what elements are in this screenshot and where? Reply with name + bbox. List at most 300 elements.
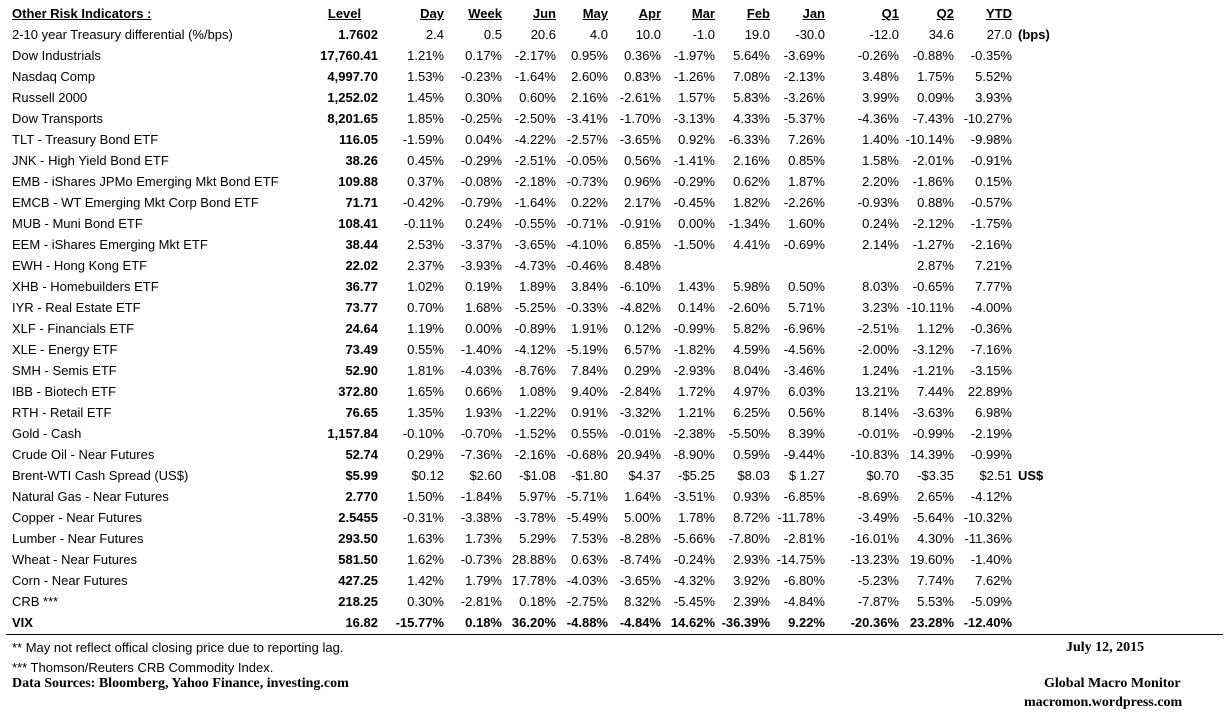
jan-cell: -5.37% (783, 111, 825, 126)
indicator-name: EMB - iShares JPMo Emerging Mkt Bond ETF (12, 174, 279, 189)
level-cell: 1,252.02 (327, 90, 378, 105)
level-cell: 36.77 (345, 279, 378, 294)
indicator-name: EWH - Hong Kong ETF (12, 258, 148, 273)
feb-cell: 4.97% (733, 384, 770, 399)
table-row (12, 192, 1222, 213)
feb-cell: 7.08% (733, 69, 770, 84)
q1-cell: 8.14% (862, 405, 899, 420)
jan-cell: -4.84% (783, 594, 825, 609)
mar-cell (661, 255, 715, 276)
may-cell: 4.0 (589, 27, 608, 42)
feb-cell: -5.50% (728, 426, 770, 441)
ytd-cell: -0.36% (970, 321, 1012, 336)
ytd-cell: -5.09% (970, 594, 1012, 609)
may-cell: -5.19% (566, 342, 608, 357)
ytd-cell: -2.19% (970, 426, 1012, 441)
ytd-cell: -1.40% (970, 552, 1012, 567)
mar-cell: 0.00% (678, 216, 715, 231)
apr-cell: $4.37 (628, 468, 661, 483)
day-cell: 2.4 (425, 27, 444, 42)
day-cell: -0.11% (403, 216, 444, 231)
table-row (12, 45, 1222, 66)
apr-cell: 0.56% (624, 153, 661, 168)
level-cell: 108.41 (338, 216, 378, 231)
may-cell: 9.40% (571, 384, 608, 399)
day-cell: 1.50% (407, 489, 444, 504)
unit-cell (1012, 570, 1222, 591)
unit-cell (1012, 192, 1222, 213)
q1-cell: -20.36% (850, 615, 899, 630)
may-cell: 1.91% (571, 321, 608, 336)
indicator-name: CRB *** (12, 594, 59, 609)
day-cell: 1.45% (407, 90, 444, 105)
level-cell: 293.50 (338, 531, 378, 546)
day-cell: -0.10% (402, 426, 444, 441)
table-row (12, 129, 1222, 150)
ytd-cell: 7.62% (975, 573, 1012, 588)
q1-cell: -5.23% (857, 573, 899, 588)
week-cell: 0.66% (465, 384, 502, 399)
indicator-name: XLF - Financials ETF (12, 321, 135, 336)
jun-cell: -3.78% (514, 510, 556, 525)
day-cell: 0.45% (407, 153, 444, 168)
week-cell: 0.24% (465, 216, 502, 231)
apr-cell: -3.32% (619, 405, 661, 420)
jan-cell: -6.85% (783, 489, 825, 504)
jan-cell: -6.96% (783, 321, 825, 336)
header-feb: Feb (746, 6, 770, 21)
feb-cell: 3.92% (733, 573, 770, 588)
may-cell: -5.71% (566, 489, 608, 504)
level-cell: 73.77 (345, 300, 378, 315)
week-cell: -1.40% (460, 342, 502, 357)
day-cell: 1.42% (407, 573, 444, 588)
table-row (12, 507, 1222, 528)
table-row (12, 360, 1222, 381)
day-cell: 0.30% (407, 594, 444, 609)
jun-cell: 17.78% (511, 573, 556, 588)
apr-cell: 1.64% (624, 489, 661, 504)
q2-cell: -$3.35 (917, 468, 954, 483)
feb-cell: 0.59% (733, 447, 770, 462)
day-cell: -0.31% (402, 510, 444, 525)
mar-cell: 1.78% (678, 510, 715, 525)
level-cell: 24.64 (345, 321, 378, 336)
q2-cell: 2.65% (917, 489, 954, 504)
jun-cell: -1.52% (514, 426, 556, 441)
may-cell: 2.16% (571, 90, 608, 105)
week-cell: -2.81% (460, 594, 502, 609)
jun-cell: -8.76% (514, 363, 556, 378)
jun-cell: -4.12% (514, 342, 556, 357)
header-level: Level (327, 6, 362, 21)
header-may: May (582, 6, 608, 21)
mar-cell: -3.13% (673, 111, 715, 126)
ytd-cell: -2.16% (970, 237, 1012, 252)
level-cell: 76.65 (345, 405, 378, 420)
indicator-name: Copper - Near Futures (12, 510, 143, 525)
q2-cell: 7.44% (917, 384, 954, 399)
indicator-name: JNK - High Yield Bond ETF (12, 153, 169, 168)
jan-cell: -11.78% (777, 510, 825, 525)
day-cell: 0.70% (407, 300, 444, 315)
may-cell: 0.22% (571, 195, 608, 210)
unit-cell (1012, 612, 1222, 633)
table-row (12, 24, 1222, 45)
header-indicator: Other Risk Indicators : (12, 6, 152, 21)
jun-cell: -2.16% (514, 447, 556, 462)
level-cell: 218.25 (338, 594, 378, 609)
ytd-cell: -0.91% (970, 153, 1012, 168)
feb-cell: -36.39% (721, 615, 770, 630)
unit-cell (1012, 129, 1222, 150)
may-cell: -5.49% (566, 510, 608, 525)
jun-cell: 1.89% (519, 279, 556, 294)
apr-cell: -4.82% (619, 300, 661, 315)
may-cell: -0.05% (566, 153, 608, 168)
unit-cell (1012, 381, 1222, 402)
feb-cell: 4.33% (733, 111, 770, 126)
day-cell: 0.29% (407, 447, 444, 462)
jun-cell: 0.18% (519, 594, 556, 609)
apr-cell: -3.65% (619, 573, 661, 588)
q2-cell: 19.60% (909, 552, 954, 567)
feb-cell: 8.04% (733, 363, 770, 378)
q2-cell: 14.39% (909, 447, 954, 462)
level-cell: 71.71 (345, 195, 378, 210)
week-cell: -0.29% (460, 153, 502, 168)
indicator-name: Dow Transports (12, 111, 104, 126)
unit-cell (1012, 255, 1222, 276)
table-body (12, 24, 1222, 633)
week-cell: 0.00% (465, 321, 502, 336)
apr-cell: -3.65% (619, 132, 661, 147)
day-cell: 1.19% (407, 321, 444, 336)
ytd-cell: -12.40% (963, 615, 1012, 630)
apr-cell: 2.17% (624, 195, 661, 210)
may-cell: 2.60% (571, 69, 608, 84)
may-cell: 0.55% (571, 426, 608, 441)
mar-cell: 1.43% (678, 279, 715, 294)
table-row (12, 234, 1222, 255)
week-cell: -0.79% (460, 195, 502, 210)
q1-cell: -0.26% (857, 48, 899, 63)
unit-cell (1012, 360, 1222, 381)
mar-cell: -1.0 (692, 27, 715, 42)
indicator-name: Brent-WTI Cash Spread (US$) (12, 468, 189, 483)
indicator-name: VIX (12, 615, 33, 630)
indicator-name: Gold - Cash (12, 426, 82, 441)
level-cell: 1.7602 (338, 27, 378, 42)
may-cell: 7.84% (571, 363, 608, 378)
table-row (12, 591, 1222, 612)
jan-cell: 5.71% (788, 300, 825, 315)
level-cell: 2.770 (345, 489, 378, 504)
ytd-cell: $2.51 (979, 468, 1012, 483)
mar-cell: -5.66% (673, 531, 715, 546)
feb-cell: 19.0 (744, 27, 770, 42)
q2-cell: -3.63% (912, 405, 954, 420)
indicator-name: Natural Gas - Near Futures (12, 489, 169, 504)
week-cell: 0.04% (465, 132, 502, 147)
feb-cell: 5.82% (733, 321, 770, 336)
feb-cell: 5.83% (733, 90, 770, 105)
q1-cell: -3.49% (857, 510, 899, 525)
feb-cell: 0.62% (733, 174, 770, 189)
ytd-cell: -10.32% (963, 510, 1012, 525)
indicator-name: MUB - Muni Bond ETF (12, 216, 143, 231)
header-jun: Jun (532, 6, 556, 21)
q1-cell: 13.21% (854, 384, 899, 399)
apr-cell: 8.48% (624, 258, 661, 273)
ytd-cell: -0.99% (970, 447, 1012, 462)
table-row (12, 318, 1222, 339)
mar-cell: 1.21% (678, 405, 715, 420)
indicator-name: SMH - Semis ETF (12, 363, 117, 378)
jun-cell: 1.08% (519, 384, 556, 399)
feb-cell: 2.16% (733, 153, 770, 168)
apr-cell: 10.0 (635, 27, 661, 42)
week-cell: -3.93% (460, 258, 502, 273)
q1-cell: -16.01% (850, 531, 899, 546)
ytd-cell: -4.00% (970, 300, 1012, 315)
ytd-cell: 5.52% (975, 69, 1012, 84)
may-cell: -$1.80 (571, 468, 608, 483)
unit-cell (1012, 528, 1222, 549)
level-cell: 22.02 (345, 258, 378, 273)
jan-cell: -2.26% (783, 195, 825, 210)
jun-cell: 36.20% (511, 615, 556, 630)
indicator-name: Corn - Near Futures (12, 573, 128, 588)
unit-cell (1012, 507, 1222, 528)
mar-cell: -5.45% (673, 594, 715, 609)
q1-cell: -10.83% (850, 447, 899, 462)
level-cell: 109.88 (338, 174, 378, 189)
unit-cell (1012, 297, 1222, 318)
indicator-name: XHB - Homebuilders ETF (12, 279, 159, 294)
table-row (12, 402, 1222, 423)
table-row (12, 87, 1222, 108)
level-cell: 116.05 (338, 132, 378, 147)
unit-cell (1012, 486, 1222, 507)
header-ytd: YTD (986, 6, 1012, 21)
q1-cell: 3.23% (862, 300, 899, 315)
jan-cell: -9.44% (783, 447, 825, 462)
feb-cell: 8.72% (733, 510, 770, 525)
jun-cell: 20.6 (530, 27, 556, 42)
level-cell: 16.82 (345, 615, 378, 630)
indicator-name: Wheat - Near Futures (12, 552, 137, 567)
may-cell: -0.71% (566, 216, 608, 231)
jan-cell: 0.56% (788, 405, 825, 420)
jan-cell: -3.46% (783, 363, 825, 378)
footer-divider (6, 634, 1223, 635)
feb-cell: 4.41% (733, 237, 770, 252)
ytd-cell: 27.0 (986, 27, 1012, 42)
indicator-name: EMCB - WT Emerging Mkt Corp Bond ETF (12, 195, 259, 210)
week-cell: 1.73% (465, 531, 502, 546)
day-cell: 0.37% (407, 174, 444, 189)
table-row (12, 465, 1222, 486)
indicator-name: Russell 2000 (12, 90, 88, 105)
q2-cell: -0.65% (912, 279, 954, 294)
jun-cell: -4.73% (514, 258, 556, 273)
unit-cell: (bps) (1018, 27, 1050, 42)
feb-cell (715, 255, 770, 276)
table-row (12, 549, 1222, 570)
header-q1: Q1 (881, 6, 899, 21)
mar-cell: -3.51% (673, 489, 715, 504)
ytd-cell: -0.35% (970, 48, 1012, 63)
q2-cell: -0.99% (912, 426, 954, 441)
indicator-name: Lumber - Near Futures (12, 531, 144, 546)
q2-cell: -10.11% (906, 300, 954, 315)
unit-cell (1012, 171, 1222, 192)
jan-cell: -30.0 (795, 27, 825, 42)
jan-cell: 0.50% (788, 279, 825, 294)
level-cell: 1,157.84 (327, 426, 378, 441)
q1-cell: 1.58% (862, 153, 899, 168)
jun-cell: -2.17% (514, 48, 556, 63)
ytd-cell: -9.98% (970, 132, 1012, 147)
may-cell: 0.91% (571, 405, 608, 420)
mar-cell: 1.57% (678, 90, 715, 105)
may-cell: 0.95% (571, 48, 608, 63)
jan-cell: 6.03% (788, 384, 825, 399)
jan-cell: -0.69% (783, 237, 825, 252)
day-cell: 1.21% (407, 48, 444, 63)
jun-cell: 28.88% (511, 552, 556, 567)
apr-cell: -8.28% (619, 531, 661, 546)
feb-cell: -1.34% (728, 216, 770, 231)
brand-name: Global Macro Monitor (1044, 676, 1181, 691)
table-row (12, 423, 1222, 444)
q1-cell: 3.99% (862, 90, 899, 105)
jun-cell: -1.64% (514, 69, 556, 84)
apr-cell: -1.70% (619, 111, 661, 126)
mar-cell: -1.97% (673, 48, 715, 63)
indicator-name: IYR - Real Estate ETF (12, 300, 141, 315)
day-cell: $0.12 (411, 468, 444, 483)
ytd-cell: 7.77% (975, 279, 1012, 294)
jan-cell: -6.80% (783, 573, 825, 588)
jun-cell: -0.89% (514, 321, 556, 336)
apr-cell: 0.36% (624, 48, 661, 63)
q1-cell: -7.87% (857, 594, 899, 609)
report-date: July 12, 2015 (1066, 640, 1145, 655)
jun-cell: 5.29% (519, 531, 556, 546)
q1-cell: $0.70 (866, 468, 899, 483)
q1-cell: -8.69% (857, 489, 899, 504)
week-cell: 0.18% (465, 615, 502, 630)
q2-cell: 1.12% (917, 321, 954, 336)
q2-cell: -1.21% (912, 363, 954, 378)
jun-cell: -2.51% (514, 153, 556, 168)
feb-cell: 0.93% (733, 489, 770, 504)
level-cell: 372.80 (338, 384, 378, 399)
jun-cell: -5.25% (514, 300, 556, 315)
may-cell: -3.41% (566, 111, 608, 126)
week-cell: -3.38% (460, 510, 502, 525)
ytd-cell: 0.15% (975, 174, 1012, 189)
q2-cell: -7.43% (912, 111, 954, 126)
day-cell: 1.65% (407, 384, 444, 399)
feb-cell: 5.98% (733, 279, 770, 294)
level-cell: 4,997.70 (327, 69, 378, 84)
indicator-name: TLT - Treasury Bond ETF (12, 132, 159, 147)
day-cell: -1.59% (402, 132, 444, 147)
mar-cell: -2.93% (673, 363, 715, 378)
q1-cell: -13.23% (850, 552, 899, 567)
level-cell: $5.99 (345, 468, 378, 483)
day-cell: 2.37% (407, 258, 444, 273)
q2-cell: -5.64% (912, 510, 954, 525)
table-row (12, 528, 1222, 549)
mar-cell: 0.14% (678, 300, 715, 315)
week-cell: 0.17% (465, 48, 502, 63)
table-row (12, 171, 1222, 192)
ytd-cell: -4.12% (970, 489, 1012, 504)
jun-cell: -2.18% (514, 174, 556, 189)
apr-cell: 8.32% (624, 594, 661, 609)
indicator-name: XLE - Energy ETF (12, 342, 118, 357)
footnote-crb: *** Thomson/Reuters CRB Commodity Index. (12, 660, 274, 675)
unit-cell (1012, 45, 1222, 66)
unit-cell (1012, 549, 1222, 570)
unit-cell (1012, 276, 1222, 297)
indicator-name: EEM - iShares Emerging Mkt ETF (12, 237, 208, 252)
unit-cell (1012, 213, 1222, 234)
day-cell: -15.77% (395, 615, 444, 630)
week-cell: 1.93% (465, 405, 502, 420)
indicator-name: RTH - Retail ETF (12, 405, 112, 420)
table-row (12, 339, 1222, 360)
q1-cell: 8.03% (862, 279, 899, 294)
apr-cell: -0.91% (619, 216, 661, 231)
may-cell: -4.88% (566, 615, 608, 630)
mar-cell: -2.38% (673, 426, 715, 441)
jan-cell: -4.56% (783, 342, 825, 357)
unit-cell (1012, 318, 1222, 339)
level-cell: 581.50 (338, 552, 378, 567)
q1-cell: 1.24% (862, 363, 899, 378)
ytd-cell: -7.16% (970, 342, 1012, 357)
table-row (12, 570, 1222, 591)
mar-cell: -1.41% (673, 153, 715, 168)
q1-cell: -12.0 (869, 27, 899, 42)
unit-cell (1012, 150, 1222, 171)
unit-cell (1012, 402, 1222, 423)
unit-cell (1012, 339, 1222, 360)
apr-cell: 0.12% (624, 321, 661, 336)
week-cell: -3.37% (460, 237, 502, 252)
may-cell: -0.73% (566, 174, 608, 189)
q1-cell (825, 255, 899, 276)
jan-cell: $ 1.27 (788, 468, 825, 483)
ytd-cell: 6.98% (975, 405, 1012, 420)
mar-cell: -0.24% (673, 552, 715, 567)
data-sources: Data Sources: Bloomberg, Yahoo Finance, investing.com (12, 676, 349, 691)
jan-cell: 8.39% (788, 426, 825, 441)
ytd-cell: -1.75% (970, 216, 1012, 231)
jun-cell: -1.22% (514, 405, 556, 420)
indicator-name: Dow Industrials (12, 48, 101, 63)
week-cell: 1.79% (465, 573, 502, 588)
table-row (12, 108, 1222, 129)
q2-cell: 1.75% (917, 69, 954, 84)
mar-cell: -1.50% (673, 237, 715, 252)
q1-cell: -2.00% (857, 342, 899, 357)
